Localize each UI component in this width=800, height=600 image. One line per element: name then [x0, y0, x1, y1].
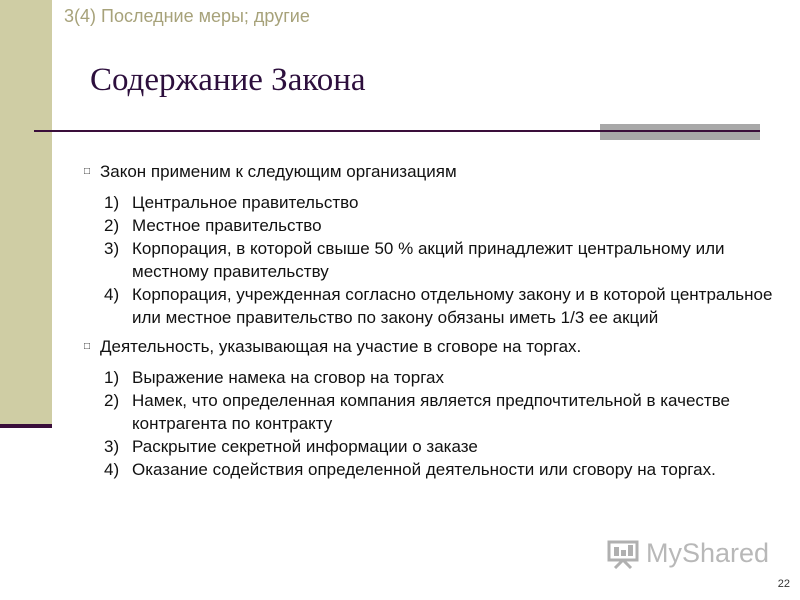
- logo-text: MyShared: [646, 538, 770, 568]
- list-number: 2): [104, 391, 120, 410]
- list-item-text: Раскрытие секретной информации о заказе: [132, 437, 478, 456]
- list-item: [104, 214, 794, 237]
- title-accent-block: [600, 124, 760, 140]
- square-bullet-icon: □: [84, 341, 91, 352]
- side-decor-bar: [0, 0, 52, 424]
- list-item-text: Выражение намека на сговор на торгах: [132, 368, 445, 387]
- list-item: [104, 237, 794, 283]
- list-item-text: Центральное правительство: [132, 193, 359, 212]
- myshared-logo: [606, 538, 769, 569]
- page-number: 22: [777, 578, 790, 590]
- title-divider: [34, 130, 600, 132]
- bullet-text: Закон применим к следующим организациям: [100, 162, 457, 181]
- title-divider-accent: [600, 130, 760, 132]
- list-number: 4): [104, 285, 120, 304]
- list-item-text: Оказание содействия определенной деятельности или сговору на торгах.: [132, 460, 716, 479]
- list-number: 3): [104, 239, 120, 258]
- list-item: [104, 191, 794, 214]
- list-number: 1): [104, 368, 120, 387]
- list-number: 3): [104, 437, 120, 456]
- list-item: [104, 389, 794, 435]
- list-number: 4): [104, 460, 120, 479]
- list-item: [104, 435, 794, 458]
- list-item-text: Намек, что определенная компания является предпочтительной в качестве контрагента по контракту: [132, 391, 731, 433]
- section-label: 3(4) Последние меры; другие: [64, 6, 310, 26]
- slide-content: [84, 160, 794, 487]
- bullet-item: [84, 160, 794, 183]
- numbered-list: [104, 191, 794, 329]
- list-item: [104, 283, 794, 329]
- square-bullet-icon: □: [84, 166, 91, 177]
- list-item-text: Корпорация, учрежденная согласно отдельному закону и в которой центральное или местное правительство по закону обязаны иметь 1/3 ее акций: [132, 285, 773, 327]
- list-item: [104, 458, 794, 481]
- side-decor-bar-edge: [0, 424, 52, 428]
- list-item-text: Местное правительство: [132, 216, 322, 235]
- bullet-text: Деятельность, указывающая на участие в сговоре на торгах.: [100, 337, 582, 356]
- presentation-board-icon: [606, 539, 640, 569]
- slide-title: Содержание Закона: [90, 62, 366, 98]
- list-number: 2): [104, 216, 120, 235]
- list-number: 1): [104, 193, 120, 212]
- list-item: [104, 366, 794, 389]
- list-item-text: Корпорация, в которой свыше 50 % акций принадлежит центральному или местному правительству: [132, 239, 725, 281]
- numbered-list: [104, 366, 794, 481]
- bullet-item: [84, 335, 794, 358]
